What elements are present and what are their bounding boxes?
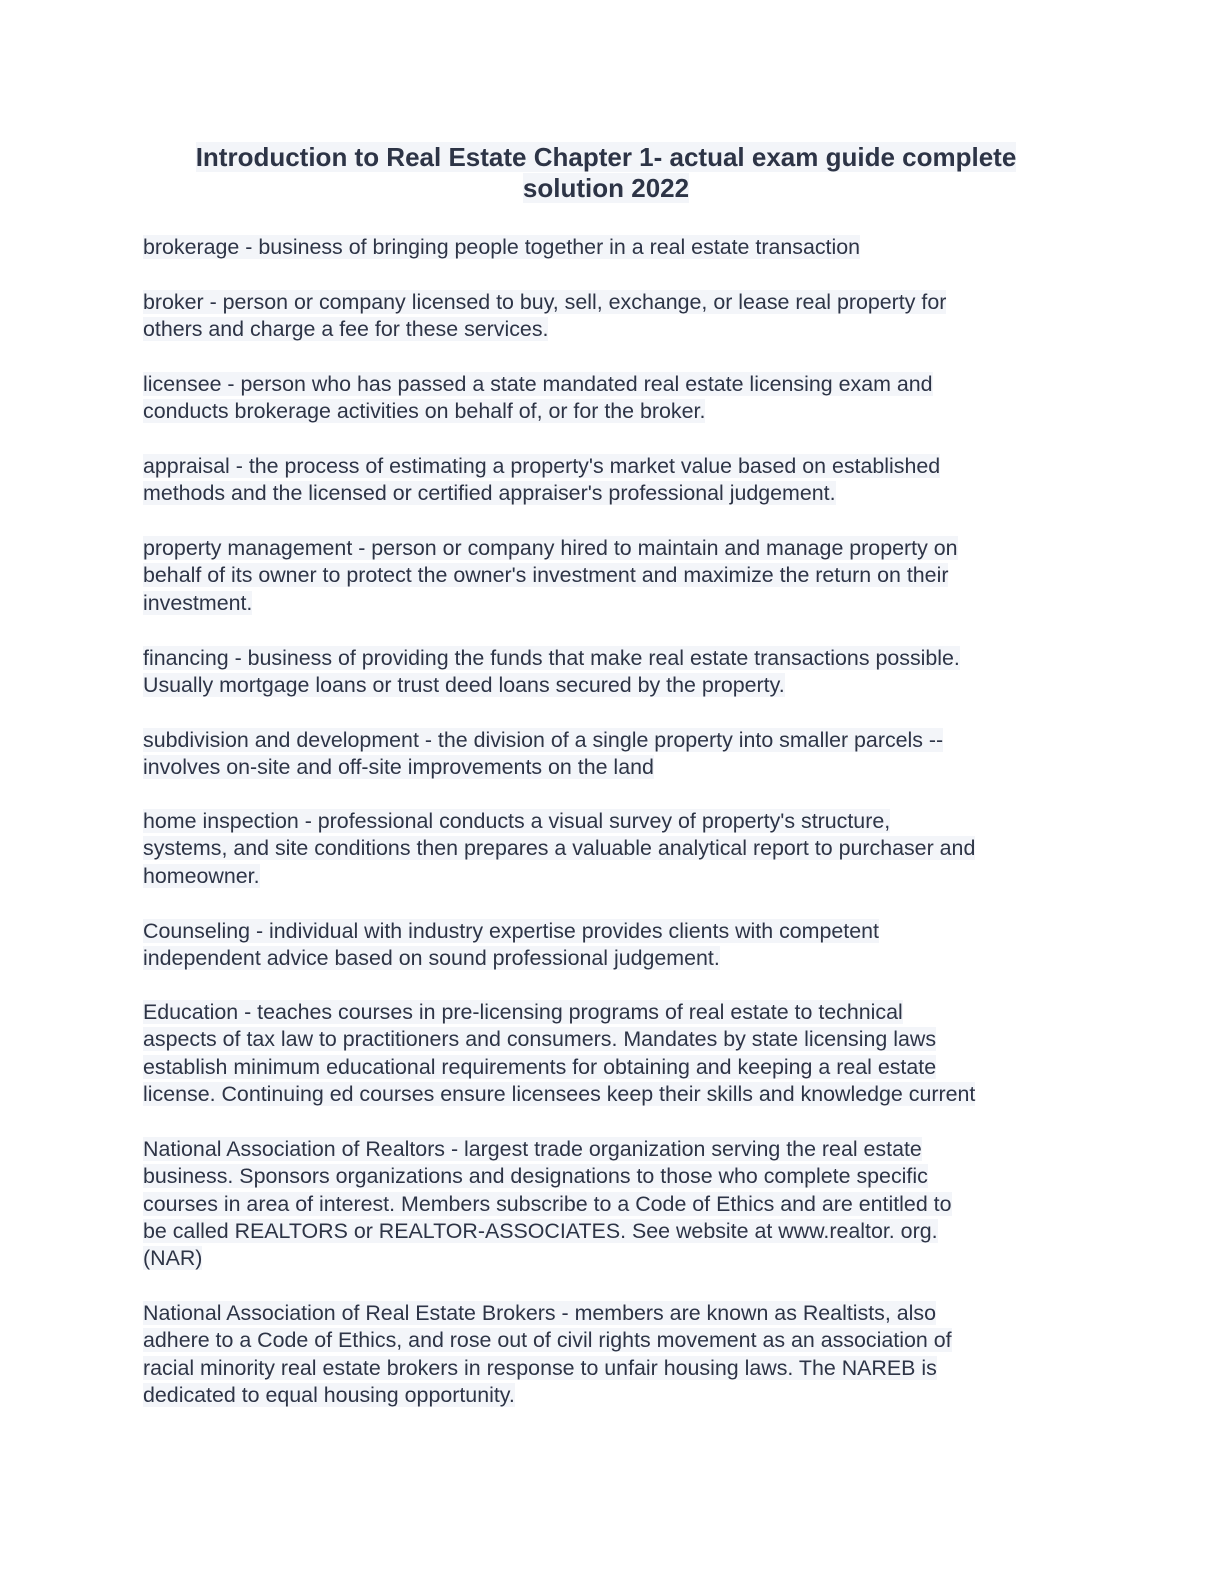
glossary-entry-nareb — [143, 1300, 1078, 1409]
entry-line: broker - person or company licensed to buy, sell, exchange, or lease real property for — [143, 290, 947, 314]
glossary-entry-subdivision — [143, 727, 1078, 782]
entry-line: National Association of Real Estate Brokers - members are known as Realtists, also — [143, 1301, 936, 1325]
glossary-entry-brokerage — [143, 234, 1078, 261]
title-line: Introduction to Real Estate Chapter 1- actual exam guide complete — [195, 142, 1017, 172]
entry-line: systems, and site conditions then prepares a valuable analytical report to purchaser and — [143, 836, 976, 861]
entry-line: investment. — [143, 590, 253, 615]
entry-line: involves on-site and off-site improvements on the land — [143, 755, 654, 780]
entry-line: subdivision and development - the division of a single property into smaller parcels -- — [143, 728, 944, 752]
entry-line: dedicated to equal housing opportunity. — [143, 1382, 515, 1407]
entry-line: conducts brokerage activities on behalf of, or for the broker. — [143, 399, 706, 424]
glossary-entry-education — [143, 999, 1078, 1108]
entry-line: Usually mortgage loans or trust deed loans secured by the property. — [143, 673, 785, 698]
entry-line: racial minority real estate brokers in response to unfair housing laws. The NAREB is — [143, 1355, 937, 1380]
entry-line: home inspection - professional conducts a visual survey of property's structure, — [143, 809, 891, 833]
glossary-entry-property-management — [143, 535, 1078, 617]
entry-line: license. Continuing ed courses ensure licensees keep their skills and knowledge current — [143, 1081, 976, 1106]
entry-line: courses in area of interest. Members subscribe to a Code of Ethics and are entitled to — [143, 1191, 952, 1216]
entry-line: aspects of tax law to practitioners and consumers. Mandates by state licensing laws — [143, 1027, 937, 1052]
entry-line: methods and the licensed or certified appraiser's professional judgement. — [143, 481, 836, 506]
entry-line: homeowner. — [143, 863, 260, 888]
entry-line: independent advice based on sound professional judgement. — [143, 946, 720, 971]
document-title — [150, 142, 1062, 204]
title-line: solution 2022 — [522, 173, 690, 203]
glossary-entry-home-inspection — [143, 808, 1078, 890]
glossary-entry-appraisal — [143, 453, 1078, 508]
entry-line: National Association of Realtors - largest trade organization serving the real estate — [143, 1137, 922, 1161]
entry-line: Education - teaches courses in pre-licensing programs of real estate to technical — [143, 1000, 903, 1024]
entry-line: adhere to a Code of Ethics, and rose out of civil rights movement as an association of — [143, 1328, 952, 1353]
entry-line: business. Sponsors organizations and designations to those who complete specific — [143, 1164, 928, 1189]
entry-line: behalf of its owner to protect the owner's investment and maximize the return on their — [143, 563, 949, 588]
entry-line: Counseling - individual with industry expertise provides clients with competent — [143, 919, 879, 943]
entry-line: financing - business of providing the funds that make real estate transactions possible. — [143, 646, 960, 670]
entry-line: property management - person or company hired to maintain and manage property on — [143, 536, 958, 560]
glossary-entry-counseling — [143, 918, 1078, 973]
entry-line: (NAR) — [143, 1246, 203, 1271]
glossary-entry-nar — [143, 1136, 1078, 1272]
glossary-entry-financing — [143, 645, 1078, 700]
entry-line: be called REALTORS or REALTOR-ASSOCIATES. See website at www.realtor. org. — [143, 1218, 938, 1243]
entry-line: brokerage - business of bringing people together in a real estate transaction — [143, 235, 861, 259]
entry-line: licensee - person who has passed a state mandated real estate licensing exam and — [143, 372, 933, 396]
glossary-entry-broker — [143, 289, 1078, 344]
glossary-entry-licensee — [143, 371, 1078, 426]
entry-line: others and charge a fee for these services. — [143, 317, 549, 342]
entry-line: appraisal - the process of estimating a property's market value based on established — [143, 454, 941, 478]
entry-line: establish minimum educational requirements for obtaining and keeping a real estate — [143, 1054, 937, 1079]
